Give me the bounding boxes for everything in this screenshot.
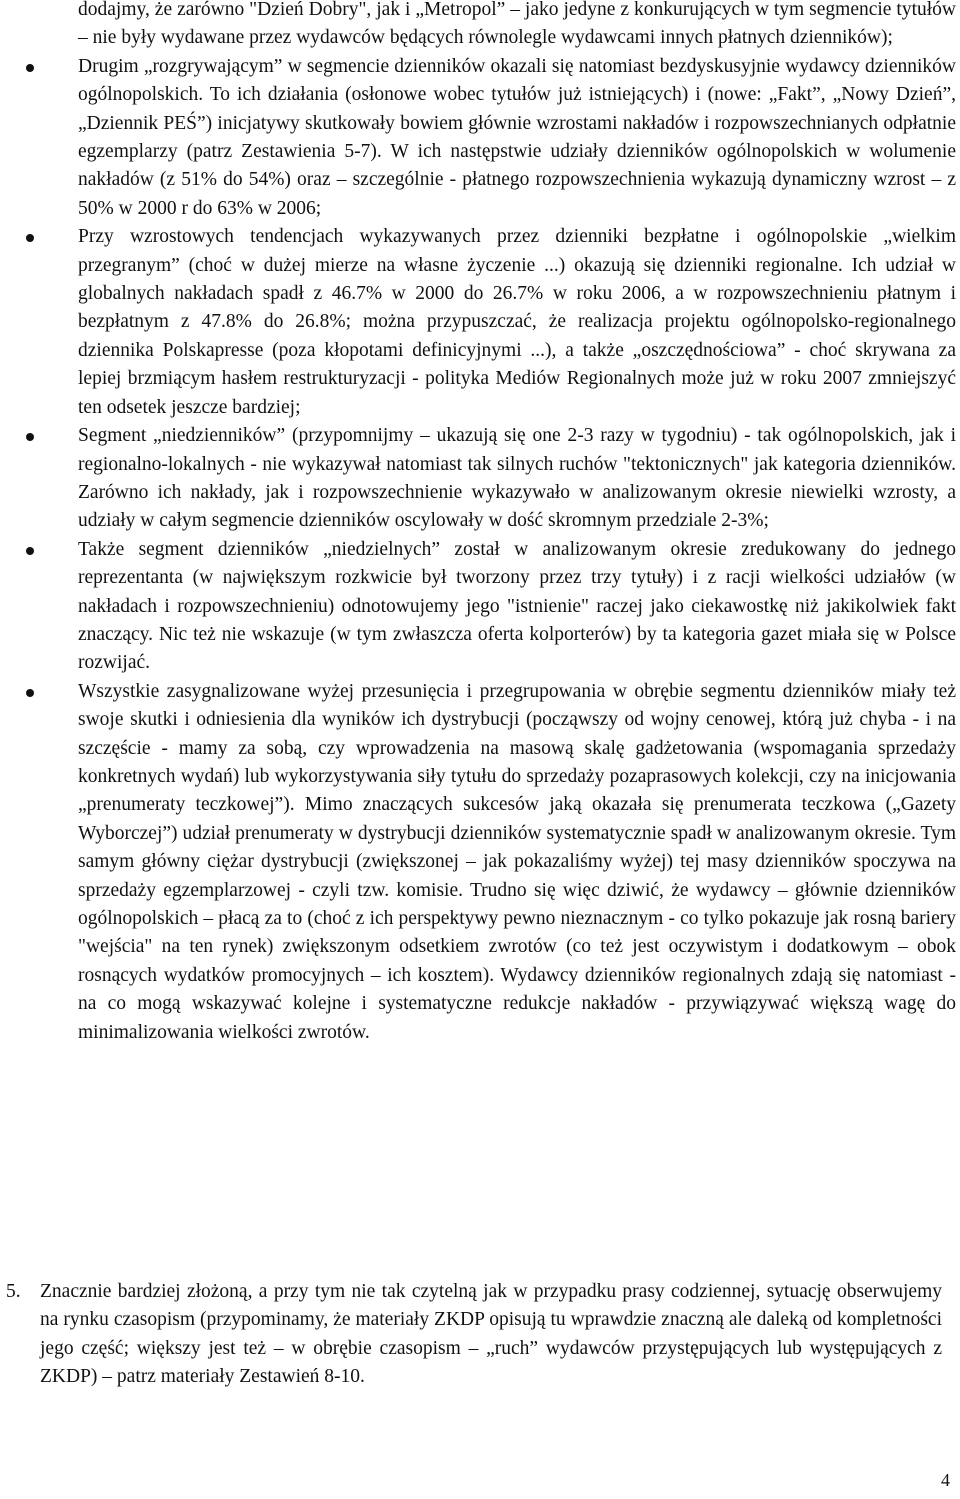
bullet-text: Przy wzrostowych tendencjach wykazywanych przez dzienniki bezpłatne i ogólnopolskie „wielkim przegranym” (choć w dużej mierze na własne życzenie ...) okazują się dzienniki regionalne. Ich udział w globalnych nakładach spadł z 46.7% w 2000 do 26.7% w roku 2006, a w rozpowszechnieniu płatnym i bezpłatnym z 47.8% do 26.8%; można przypuszczać, że realizacja projektu ogólnopolsko-regionalnego dziennika Polskapresse (poza kłopotami definicyjnymi ...), a także „oszczędnościowa” - choć skrywana za lepiej brzmiącym hasłem restrukturyzacji - polityka Mediów Regionalnych może już w roku 2007 zmniejszyć ten odsetek jeszcze bardziej; [78, 226, 956, 418]
bullet-item [0, 223, 960, 422]
bullet-item [0, 422, 960, 536]
bullet-text: Drugim „rozgrywającym” w segmencie dzienników okazali się natomiast bezdyskusyjnie wydawcy dzienników ogólnopolskich. To ich działania (osłonowe wobec tytułów już istniejących) i (nowe: „Fakt”, „Nowy Dzień”, „Dziennik PEŚ”) inicjatywy skutkowały bowiem głównie wzrostami nakładów i rozpowszechnianych odpłatnie egzemplarzy (patrz Zestawienia 5-7). W ich następstwie udziały dzienników ogólnopolskich w wolumenie nakładów (z 51% do 54%) oraz – szczególnie - płatnego rozpowszechnienia wykazują dynamiczny wzrost – z 50% w 2000 r do 63% w 2006; [78, 55, 956, 219]
bullet-text: Wszystkie zasygnalizowane wyżej przesunięcia i przegrupowania w obrębie segmentu dzienników miały też swoje skutki i odniesienia dla wyników ich dystrybucji (począwszy od wojny cenowej, którą już chyba - i na szczęście - mamy za sobą, czy wprowadzenia na masową skalę gadżetowania (wspomagania sprzedaży konkretnych wydań) lub wykorzystywania siły tytułu do sprzedaży pozaprasowych kolekcji, czy na inicjowania „prenumeraty teczkowej”). Mimo znaczących sukcesów jaką okazała się prenumerata teczkowa („Gazety Wyborczej”) udział prenumeraty w dystrybucji dzienników systematycznie spadł w analizowanym okresie. Tym samym główny ciężar dystrybucji (zwiększonej – jak pokazaliśmy wyżej) tej masy dzienników spoczywa na sprzedaży egzemplarzowej - czyli tzw. komisie. Trudno się więc dziwić, że wydawcy – głównie dzienników ogólnopolskich – płacą za to (choć z ich perspektywy pewno nieznacznym - co tylko pokazuje jak rosną bariery "wejścia" na ten rynek) zwiększonym odsetkiem zwrotów (co też jest oczywistym i dodatkowym – obok rosnących wydatków promocyjnych – ich kosztem). Wydawcy dzienników regionalnych zdają się natomiast - na co mogą wskazywać kolejne i systematyczne redukcje nakładów - przywiązywać większą wagę do minimalizowania wielkości zwrotów. [78, 680, 956, 1043]
paragraph-continuation: dodajmy, że zarówno "Dzień Dobry", jak i „Metropol” – jako jedyne z konkurujących w tym segmencie tytułów – nie były wydawane przez wydawców będących równolegle wydawcami innych płatnych dzienników); [78, 0, 956, 49]
bullet-item [0, 536, 960, 678]
bullet-text: Także segment dzienników „niedzielnych” został w analizowanym okresie zredukowany do jednego reprezentanta (w największym rozkwicie był tworzony przez trzy tytuły) i z racji wielkości udziałów (w nakładach i rozpowszechnieniu) odnotowujemy jego "istnienie" raczej jako ciekawostkę niż jakikolwiek fakt znaczący. Nic też nie wskazuje (w tym zwłaszcza oferta kolporterów) by ta kategoria gazet miała się w Polsce rozwijać. [78, 538, 956, 674]
item-number: 5. [6, 1281, 21, 1302]
numbered-item-text: Znacznie bardziej złożoną, a przy tym nie tak czytelną jak w przypadku prasy codziennej, sytuację obserwujemy na rynku czasopism (przypominamy, że materiały ZKDP opisują tu wprawdzie znaczną ale daleką od kompletności jego część; większy jest też – w obrębie czasopism – „ruch” wydawców przystępujących lub występujących z ZKDP) – patrz materiały Zestawień 8-10. [40, 1281, 942, 1388]
numbered-item [0, 1278, 960, 1392]
bullet-item [0, 678, 960, 1047]
bullet-icon [26, 689, 34, 697]
bullet-icon [26, 234, 34, 242]
bullet-item [0, 53, 960, 223]
bullet-icon [26, 64, 34, 72]
page-number: 4 [941, 1470, 950, 1490]
bullet-text: Segment „niedzienników” (przypomnijmy – ukazują się one 2-3 razy w tygodniu) - tak ogólnopolskich, jak i regionalno-lokalnych - nie wykazywał natomiast tak silnych ruchów "tektonicznych" jak kategoria dzienników. Zarówno ich nakłady, jak i rozpowszechnienie wykazywało w analizowanym okresie niewielki wzrosty, a udziały w całym segmencie dzienników oscylowały w dość skromnym przedziale 2-3%; [78, 425, 956, 532]
bullet-icon [26, 547, 34, 555]
bullet-icon [26, 433, 34, 441]
